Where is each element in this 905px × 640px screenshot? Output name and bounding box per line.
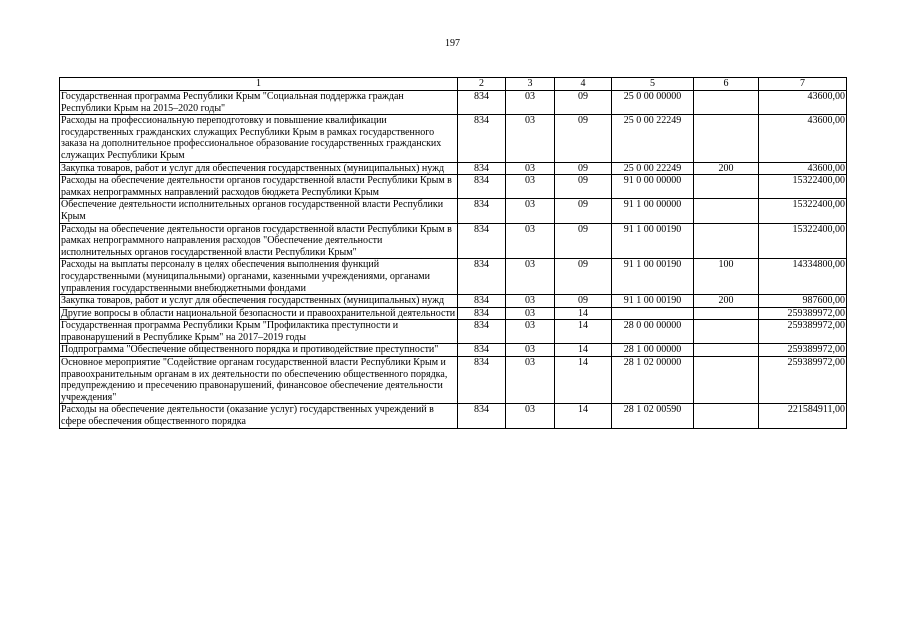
row-sum: 14334800,00 xyxy=(759,259,847,295)
row-sum: 15322400,00 xyxy=(759,199,847,223)
row-rz: 03 xyxy=(506,199,555,223)
row-pr: 14 xyxy=(555,344,612,357)
row-name: Расходы на обеспечение деятельности (оказание услуг) государственных учреждений в сфере обеспечения общественного порядка xyxy=(60,404,458,428)
row-rz: 03 xyxy=(506,404,555,428)
table-row xyxy=(60,199,847,223)
row-rz: 03 xyxy=(506,91,555,115)
row-rz: 03 xyxy=(506,162,555,175)
row-vr xyxy=(694,307,759,320)
row-vr xyxy=(694,320,759,344)
header-col-3: 3 xyxy=(506,78,555,91)
row-pr: 14 xyxy=(555,320,612,344)
row-sum: 221584911,00 xyxy=(759,404,847,428)
row-name: Расходы на обеспечение деятельности органов государственной власти Республики Крым в рамках непрограммного направления расходов "Обеспечение деятельности исполнительных органов государственной власти Республики Крым" xyxy=(60,223,458,259)
row-csr: 28 1 00 00000 xyxy=(612,344,694,357)
row-vr xyxy=(694,199,759,223)
table-row xyxy=(60,320,847,344)
row-name: Закупка товаров, работ и услуг для обеспечения государственных (муниципальных) нужд xyxy=(60,295,458,308)
row-csr: 91 1 00 00190 xyxy=(612,295,694,308)
row-csr: 25 0 00 22249 xyxy=(612,115,694,162)
header-col-1: 1 xyxy=(60,78,458,91)
row-pr: 09 xyxy=(555,259,612,295)
table-row xyxy=(60,115,847,162)
table-row xyxy=(60,259,847,295)
row-grbs: 834 xyxy=(458,295,506,308)
row-name: Другие вопросы в области национальной безопасности и правоохранительной деятельности xyxy=(60,307,458,320)
row-rz: 03 xyxy=(506,259,555,295)
row-sum: 259389972,00 xyxy=(759,307,847,320)
row-pr: 09 xyxy=(555,175,612,199)
row-grbs: 834 xyxy=(458,357,506,404)
row-grbs: 834 xyxy=(458,404,506,428)
row-vr xyxy=(694,357,759,404)
row-pr: 09 xyxy=(555,91,612,115)
row-pr: 14 xyxy=(555,404,612,428)
row-pr: 09 xyxy=(555,199,612,223)
row-sum: 987600,00 xyxy=(759,295,847,308)
table-row xyxy=(60,307,847,320)
row-vr: 200 xyxy=(694,162,759,175)
row-sum: 259389972,00 xyxy=(759,357,847,404)
row-vr: 200 xyxy=(694,295,759,308)
row-csr: 91 1 00 00190 xyxy=(612,259,694,295)
row-name: Подпрограмма "Обеспечение общественного порядка и противодействие преступности" xyxy=(60,344,458,357)
row-name: Расходы на выплаты персоналу в целях обеспечения выполнения функций государственными (муниципальными) органами, казенными учреждениями, органами управления государственными внебюджетными фондами xyxy=(60,259,458,295)
header-row xyxy=(60,78,847,91)
row-csr: 28 1 02 00000 xyxy=(612,357,694,404)
header-col-7: 7 xyxy=(759,78,847,91)
table-row xyxy=(60,162,847,175)
row-grbs: 834 xyxy=(458,175,506,199)
row-name: Расходы на обеспечение деятельности органов государственной власти Республики Крым в рамках непрограммных направлений расходов бюджета Республики Крым xyxy=(60,175,458,199)
row-sum: 43600,00 xyxy=(759,162,847,175)
row-vr xyxy=(694,344,759,357)
row-csr: 28 1 02 00590 xyxy=(612,404,694,428)
row-sum: 15322400,00 xyxy=(759,175,847,199)
row-csr: 25 0 00 00000 xyxy=(612,91,694,115)
table-row xyxy=(60,295,847,308)
row-name: Обеспечение деятельности исполнительных органов государственной власти Республики Крым xyxy=(60,199,458,223)
row-pr: 14 xyxy=(555,357,612,404)
row-csr: 91 1 00 00190 xyxy=(612,223,694,259)
page-number: 197 xyxy=(445,38,460,49)
row-grbs: 834 xyxy=(458,259,506,295)
row-grbs: 834 xyxy=(458,162,506,175)
table-row xyxy=(60,357,847,404)
row-name: Расходы на профессиональную переподготовку и повышение квалификации государственных гражданских служащих Республики Крым в рамках государственного заказа на дополнительное профессиональное образование государственных гражданских служащих Республики Крым xyxy=(60,115,458,162)
row-vr xyxy=(694,223,759,259)
header-col-6: 6 xyxy=(694,78,759,91)
row-grbs: 834 xyxy=(458,115,506,162)
row-name: Основное мероприятие "Содействие органам государственной власти Республики Крым и правоохранительным органам в их деятельности по обеспечению общественного порядка, предупреждению и пресечению правонарушений, финансовое обеспечение деятельности учреждения" xyxy=(60,357,458,404)
row-sum: 259389972,00 xyxy=(759,344,847,357)
row-vr: 100 xyxy=(694,259,759,295)
row-sum: 43600,00 xyxy=(759,91,847,115)
row-rz: 03 xyxy=(506,115,555,162)
row-rz: 03 xyxy=(506,307,555,320)
row-csr: 28 0 00 00000 xyxy=(612,320,694,344)
row-sum: 15322400,00 xyxy=(759,223,847,259)
header-col-2: 2 xyxy=(458,78,506,91)
row-name: Государственная программа Республики Крым "Профилактика преступности и правонарушений в Республике Крым" на 2017–2019 годы xyxy=(60,320,458,344)
row-grbs: 834 xyxy=(458,91,506,115)
row-pr: 09 xyxy=(555,115,612,162)
row-rz: 03 xyxy=(506,175,555,199)
row-sum: 259389972,00 xyxy=(759,320,847,344)
table-row xyxy=(60,344,847,357)
row-sum: 43600,00 xyxy=(759,115,847,162)
row-rz: 03 xyxy=(506,357,555,404)
row-vr xyxy=(694,404,759,428)
budget-table xyxy=(59,77,847,429)
row-grbs: 834 xyxy=(458,199,506,223)
table-row xyxy=(60,175,847,199)
table-row xyxy=(60,404,847,428)
row-grbs: 834 xyxy=(458,307,506,320)
row-csr: 25 0 00 22249 xyxy=(612,162,694,175)
row-csr xyxy=(612,307,694,320)
header-col-5: 5 xyxy=(612,78,694,91)
row-rz: 03 xyxy=(506,320,555,344)
row-vr xyxy=(694,175,759,199)
row-rz: 03 xyxy=(506,344,555,357)
table-row xyxy=(60,223,847,259)
row-grbs: 834 xyxy=(458,223,506,259)
row-pr: 09 xyxy=(555,223,612,259)
row-pr: 09 xyxy=(555,295,612,308)
row-grbs: 834 xyxy=(458,320,506,344)
row-csr: 91 1 00 00000 xyxy=(612,199,694,223)
row-pr: 14 xyxy=(555,307,612,320)
row-pr: 09 xyxy=(555,162,612,175)
row-grbs: 834 xyxy=(458,344,506,357)
row-name: Закупка товаров, работ и услуг для обеспечения государственных (муниципальных) нужд xyxy=(60,162,458,175)
row-rz: 03 xyxy=(506,223,555,259)
row-vr xyxy=(694,115,759,162)
row-vr xyxy=(694,91,759,115)
row-csr: 91 0 00 00000 xyxy=(612,175,694,199)
table-row xyxy=(60,91,847,115)
row-name: Государственная программа Республики Крым "Социальная поддержка граждан Республики Крым на 2015–2020 годы" xyxy=(60,91,458,115)
header-col-4: 4 xyxy=(555,78,612,91)
row-rz: 03 xyxy=(506,295,555,308)
